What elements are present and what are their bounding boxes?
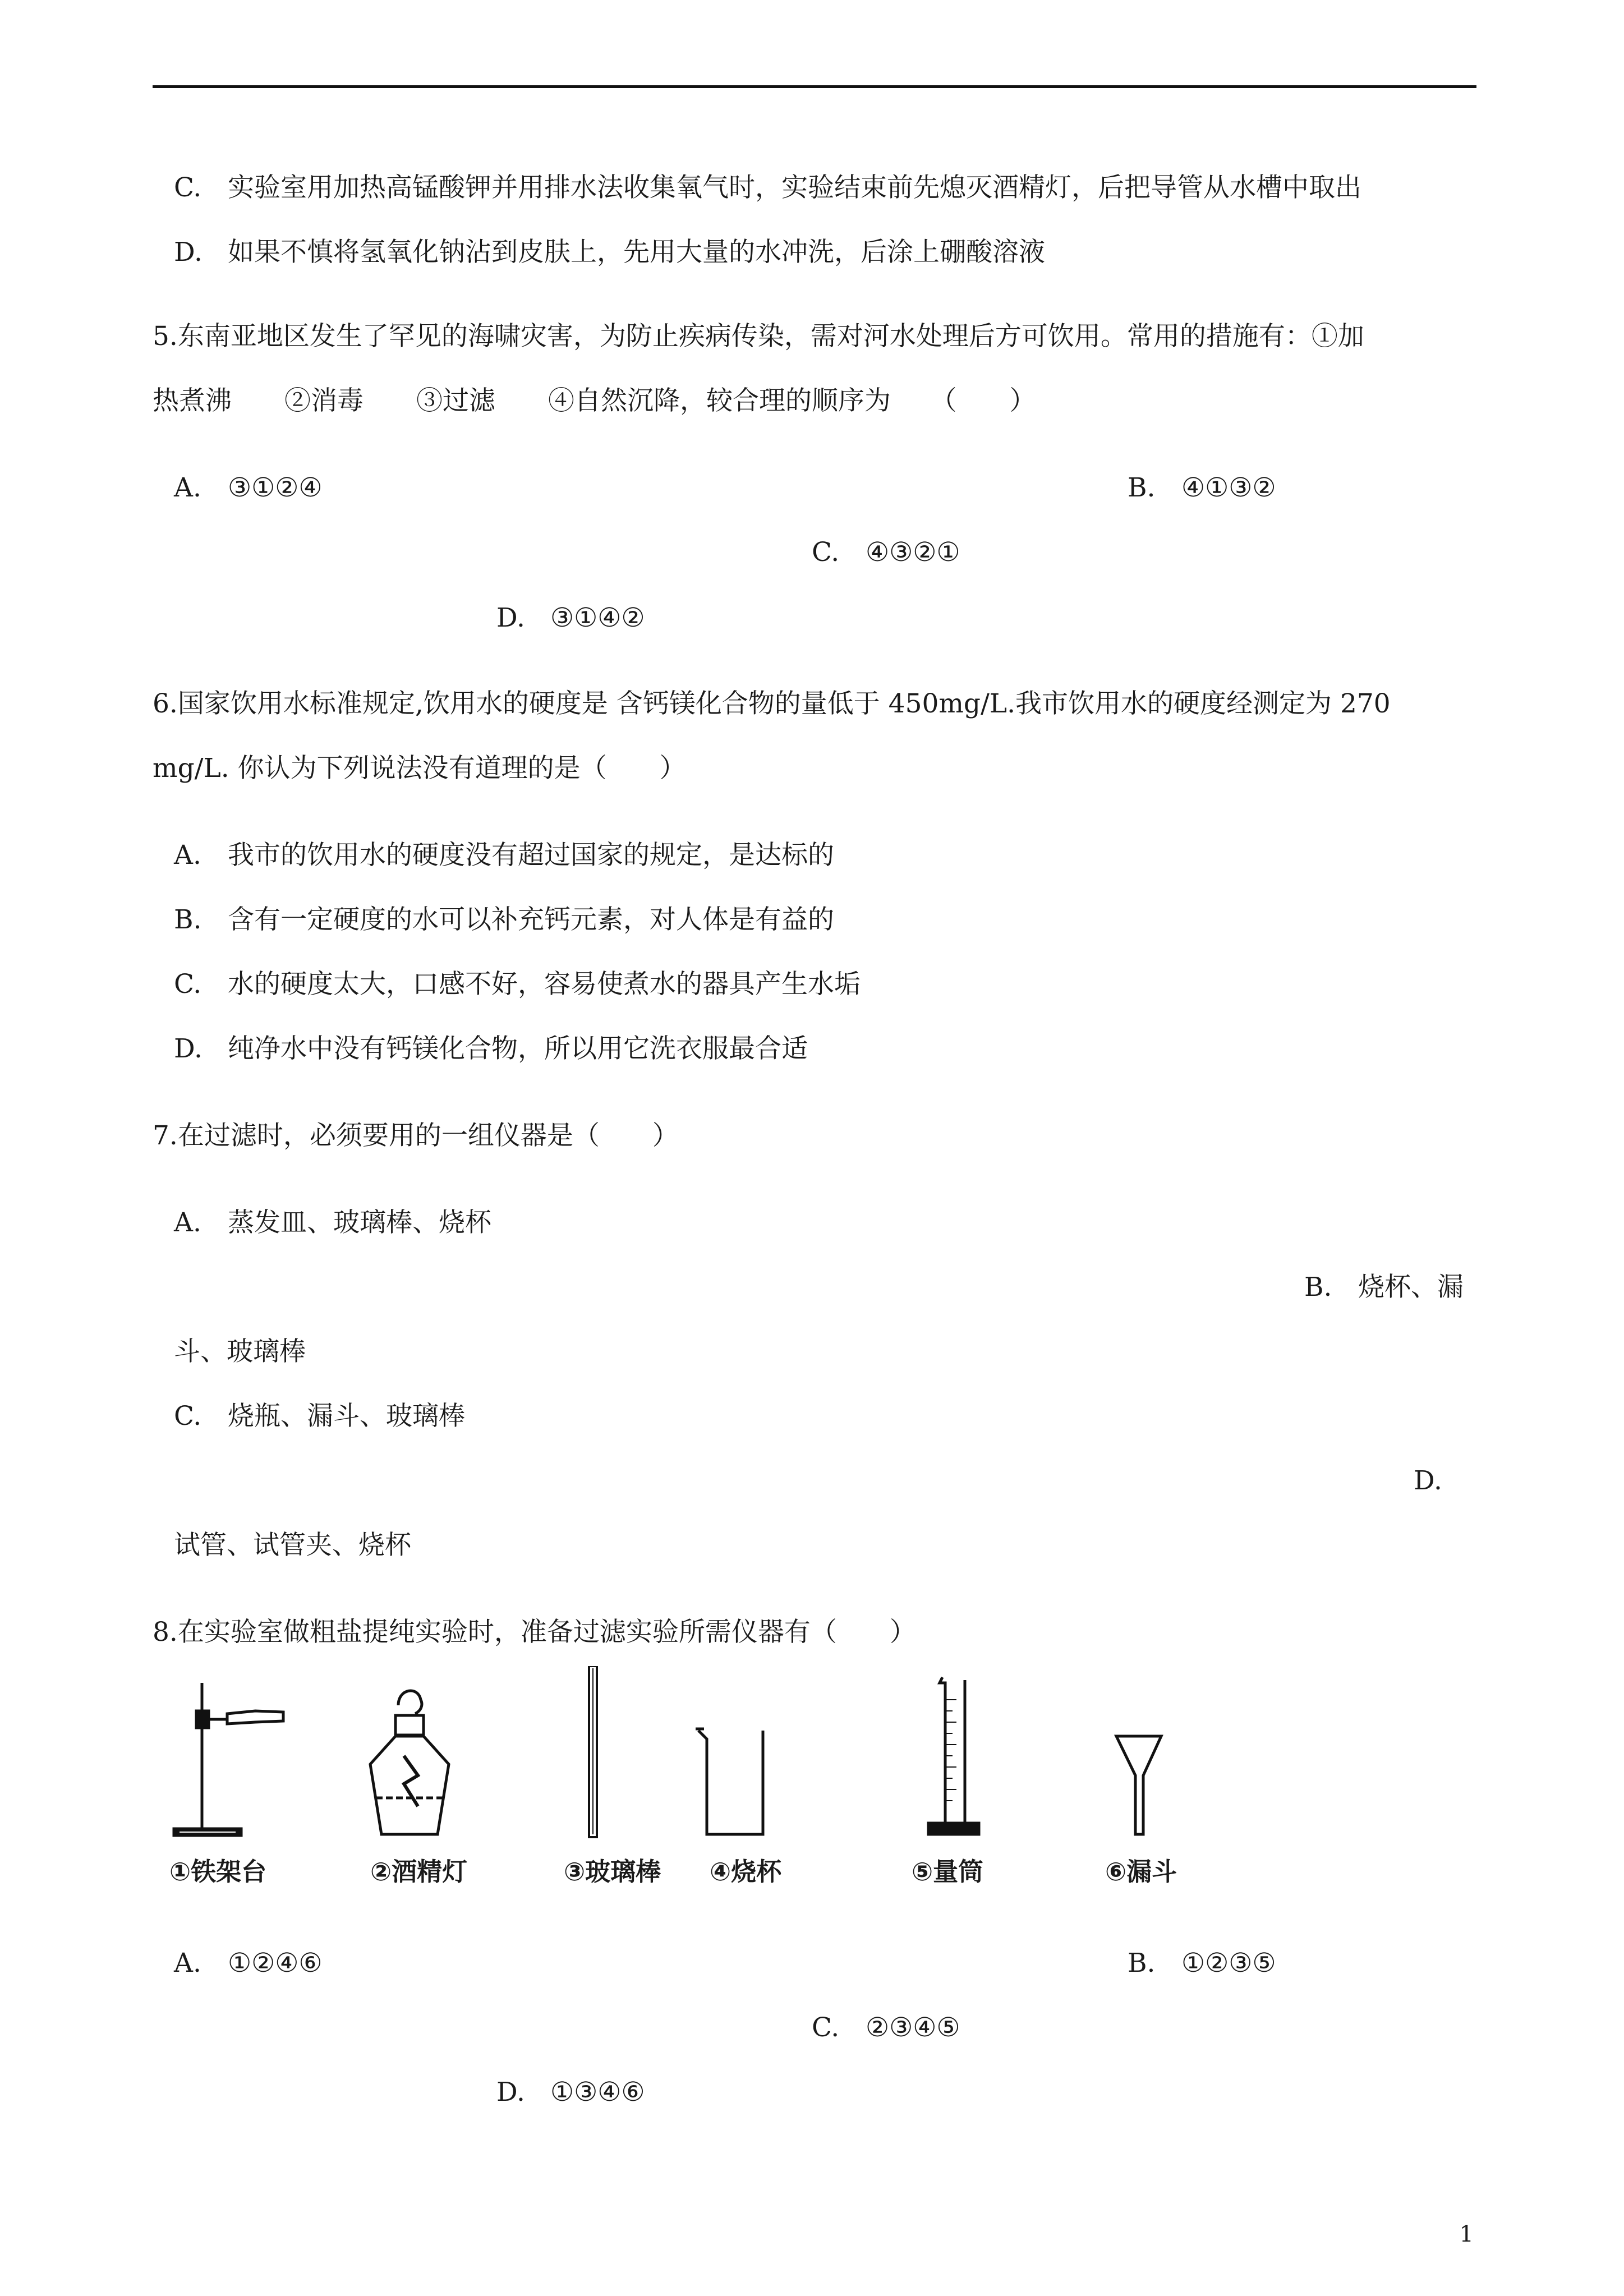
q5-option-a: A. ③①②④ — [174, 472, 323, 503]
q7-option-b-continued: 斗、玻璃棒 — [174, 1336, 306, 1367]
q7-stem: 7.在过滤时，必须要用的一组仪器是（ ） — [153, 1120, 679, 1151]
q6-option-a: A. 我市的饮用水的硬度没有超过国家的规定，是达标的 — [174, 840, 834, 871]
iron-stand-icon — [174, 1683, 283, 1835]
q7-option-c: C. 烧瓶、漏斗、玻璃棒 — [174, 1401, 465, 1432]
q7-option-b: B. 烧杯、漏 — [1304, 1272, 1464, 1303]
q7-option-d-text: 试管、试管夹、烧杯 — [174, 1530, 411, 1561]
q5-option-c: C. ④③②① — [812, 537, 960, 568]
funnel-icon — [1116, 1736, 1161, 1834]
caption-glass-rod: ③玻璃棒 — [564, 1857, 661, 1887]
q8-option-c: C. ②③④⑤ — [812, 2012, 960, 2043]
q5-option-d: D. ③①④② — [496, 602, 645, 633]
caption-beaker: ④烧杯 — [710, 1857, 782, 1887]
apparatus-figure — [168, 1666, 1234, 1851]
caption-cylinder: ⑤量筒 — [912, 1857, 984, 1887]
q4-option-c: C. 实验室用加热高锰酸钾并用排水法收集氧气时，实验结束前先熄灭酒精灯，后把导管从水槽中取出 — [174, 172, 1361, 203]
q5-stem-line1: 5.东南亚地区发生了罕见的海啸灾害，为防止疾病传染，需对河水处理后方可饮用。常用的措施有：①加 — [153, 321, 1364, 352]
q8-stem: 8.在实验室做粗盐提纯实验时，准备过滤实验所需仪器有（ ） — [153, 1617, 916, 1648]
q8-option-d: D. ①③④⑥ — [496, 2077, 645, 2108]
q8-option-a: A. ①②④⑥ — [174, 1948, 323, 1978]
q6-option-c: C. 水的硬度太大，口感不好，容易使煮水的器具产生水垢 — [174, 969, 861, 1000]
q7-option-d-label: D. — [1414, 1465, 1442, 1496]
caption-funnel: ⑥漏斗 — [1105, 1857, 1177, 1887]
caption-alcohol-lamp: ②酒精灯 — [370, 1857, 468, 1887]
q6-option-b: B. 含有一定硬度的水可以补充钙元素，对人体是有益的 — [174, 904, 834, 935]
q6-stem-line2: mg/L. 你认为下列说法没有道理的是（ ） — [153, 753, 686, 784]
q8-option-b: B. ①②③⑤ — [1128, 1948, 1276, 1978]
caption-iron-stand: ①铁架台 — [169, 1857, 267, 1887]
glass-rod-icon — [589, 1666, 597, 1837]
page-number: 1 — [1459, 2221, 1474, 2247]
beaker-icon — [696, 1729, 763, 1834]
header-rule — [153, 85, 1476, 88]
q6-option-d: D. 纯净水中没有钙镁化合物，所以用它洗衣服最合适 — [174, 1033, 808, 1064]
q4-option-d: D. 如果不慎将氢氧化钠沾到皮肤上，先用大量的水冲洗，后涂上硼酸溶液 — [174, 237, 1045, 268]
q5-option-b: B. ④①③② — [1128, 472, 1276, 503]
q6-stem-line1: 6.国家饮用水标准规定,饮用水的硬度是 含钙镁化合物的量低于 450mg/L.我市饮用水的硬度经测定为 270 — [153, 688, 1391, 719]
q5-stem-line2: 热煮沸 ②消毒 ③过滤 ④自然沉降，较合理的顺序为 （ ） — [153, 385, 1036, 416]
q7-option-a: A. 蒸发皿、玻璃棒、烧杯 — [174, 1207, 491, 1238]
alcohol-lamp-icon — [370, 1691, 449, 1834]
graduated-cylinder-icon — [928, 1677, 979, 1834]
